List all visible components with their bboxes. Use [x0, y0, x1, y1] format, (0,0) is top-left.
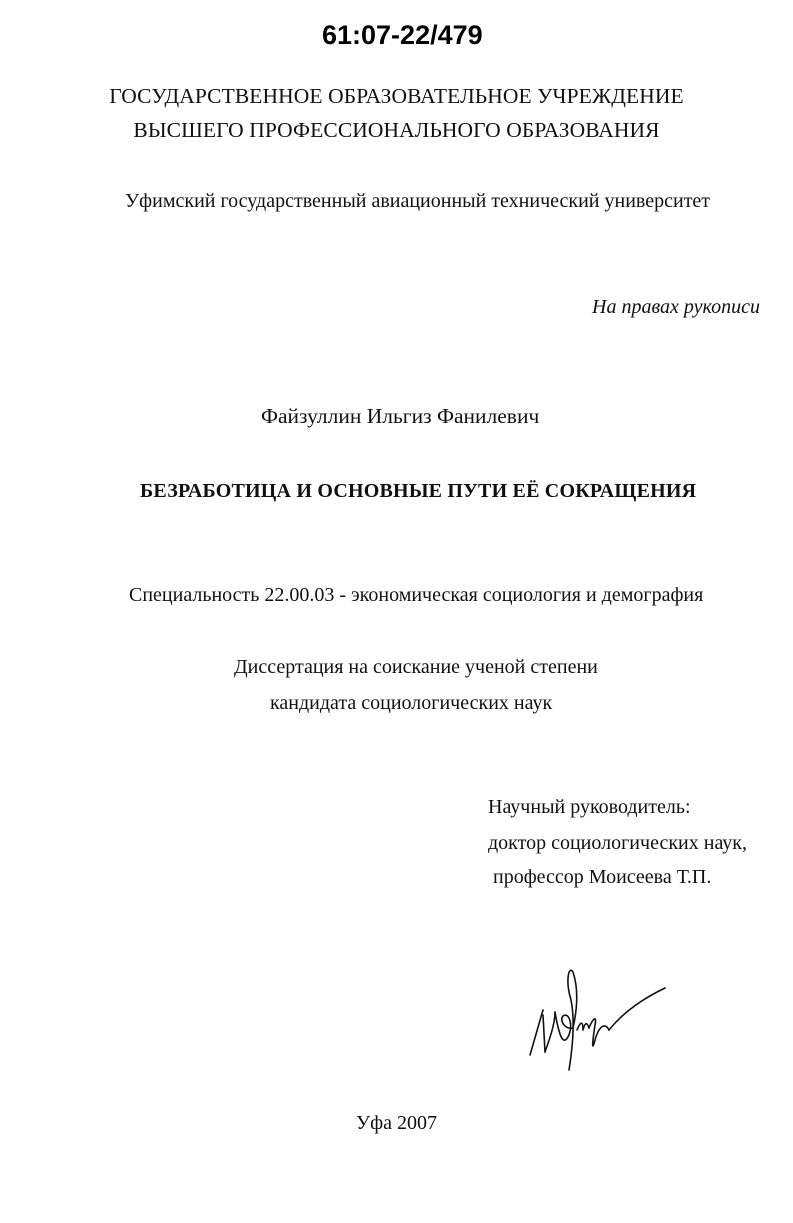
degree-line-1: Диссертация на соискание ученой степени: [234, 656, 598, 678]
supervisor-name: профессор Моисеева Т.П.: [488, 866, 712, 888]
supervisor-degree: доктор социологических наук,: [488, 832, 748, 854]
university-name: Уфимский государственный авиационный технический университет: [125, 190, 711, 212]
degree-line-2: кандидата социологических наук: [270, 692, 553, 714]
dissertation-title: БЕЗРАБОТИЦА И ОСНОВНЫЕ ПУТИ ЕЁ СОКРАЩЕНИЯ: [140, 480, 697, 502]
supervisor-label: Научный руководитель:: [488, 796, 691, 818]
signature-icon: [525, 960, 675, 1080]
institution-line-1: ГОСУДАРСТВЕННОЕ ОБРАЗОВАТЕЛЬНОЕ УЧРЕЖДЕНИЕ: [109, 84, 684, 108]
city-year: Уфа 2007: [356, 1112, 437, 1134]
author-name: Файзуллин Ильгиз Фанилевич: [261, 404, 540, 428]
specialty: Специальность 22.00.03 - экономическая социология и демография: [129, 584, 704, 606]
manuscript-rights: На правах рукописи: [592, 296, 760, 318]
archive-code: 61:07-22/479: [322, 20, 483, 50]
institution-line-2: ВЫСШЕГО ПРОФЕССИОНАЛЬНОГО ОБРАЗОВАНИЯ: [133, 118, 660, 142]
